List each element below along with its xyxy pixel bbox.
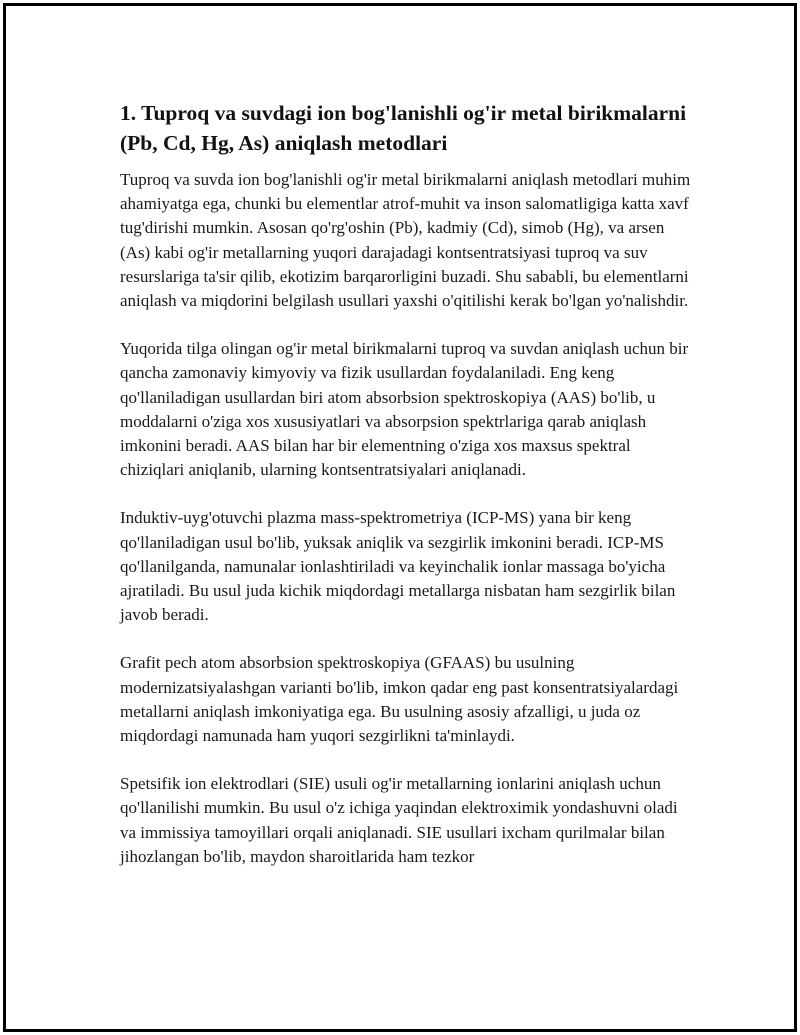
paragraph-3: Induktiv-uyg'otuvchi plazma mass-spektrometriya (ICP-MS) yana bir keng qo'llaniladigan usul bo'lib, yuksak aniqlik va sezgirlik imkonini beradi. ICP-MS qo'llanilganda, namunalar ionlashtiriladi va keyinchalik ionlar massaga bo'yicha ajratiladi. Bu usul juda kichik miqdordagi metallarga nisbatan ham sezgirlik bilan javob beradi. <box>120 508 676 625</box>
paragraph-5: Spetsifik ion elektrodlari (SIE) usuli og'ir metallarning ionlarini aniqlash uchun qo'llanilishi mumkin. Bu usul o'z ichiga yaqindan elektroximik yondashuvni oladi va immissiya tamoyillari orqali aniqlanadi. SIE usullari ixcham qurilmalar bilan jihozlangan bo'lib, maydon sharoitlarida ham tezkor <box>120 774 678 866</box>
paragraph-4: Grafit pech atom absorbsion spektroskopiya (GFAAS) bu usulning modernizatsiyalashgan varianti bo'lib, imkon qadar eng past konsentratsiyalardagi metallarni aniqlash imkoniyatiga ega. Bu usulning asosiy afzalligi, u juda oz miqdordagi namunada ham yuqori sezgirlikni ta'minlaydi. <box>120 653 679 746</box>
paragraph-2: Yuqorida tilga olingan og'ir metal birikmalarni tuproq va suvdan aniqlash uchun bir qancha zamonaviy kimyoviy va fizik usullardan foydalaniladi. Eng keng qo'llaniladigan usullardan biri atom absorbsion spektroskopiya (AAS) bo'lib, u moddalarni o'ziga xos xususiyatlari va absorpsion spektrlariga qarab aniqlash imkonini beradi. AAS bilan har bir elementning o'ziga xos maxsus spektral chiziqlari aniqlanib, ularning kontsentratsiyalari aniqlanadi. <box>120 339 689 480</box>
section-heading: 1. Tuproq va suvdagi ion bog'lanishli og'ir metal birikmalarni (Pb, Cd, Hg, As) aniqlash metodlari <box>120 101 687 155</box>
document-page <box>3 3 797 1032</box>
paragraph-1: Tuproq va suvda ion bog'lanishli og'ir metal birikmalarni aniqlash metodlari muhim ahamiyatga ega, chunki bu elementlar atrof-muhit va inson salomatligiga katta xavf tug'dirishi mumkin. Asosan qo'rg'oshin (Pb), kadmiy (Cd), simob (Hg), va arsen (As) kabi og'ir metallarning yuqori darajadagi kontsentratsiyasi tuproq va suv resurslariga ta'sir qilib, ekotizim barqarorligini buzadi. Shu sababli, bu elementlarni aniqlash va miqdorini belgilash usullari yaxshi o'qitilishi kerak bo'lgan yo'nalishdir. <box>120 170 691 311</box>
document-body <box>120 98 692 893</box>
